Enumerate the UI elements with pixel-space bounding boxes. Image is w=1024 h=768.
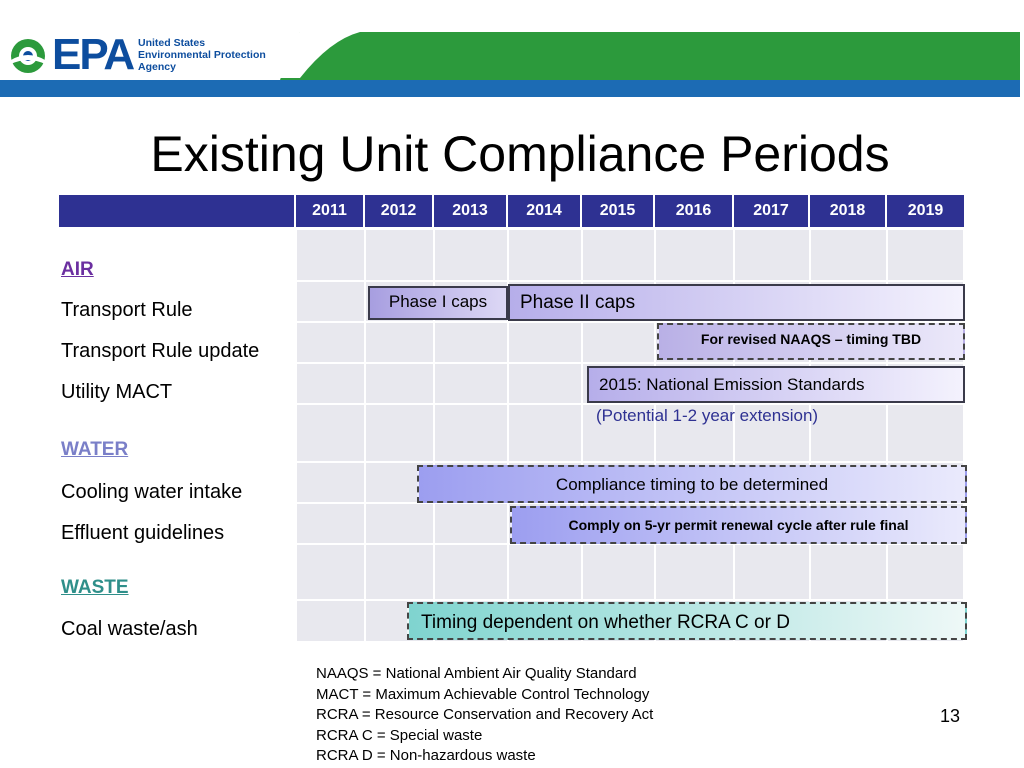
table-cell <box>810 404 887 462</box>
bar-naaqs-timing-tbd <box>657 323 965 360</box>
table-cell <box>734 229 810 281</box>
table-cell <box>508 544 582 600</box>
table-cell <box>508 363 582 404</box>
table-cell <box>434 229 508 281</box>
bar-effluent-permit-cycle <box>510 506 967 544</box>
table-cell <box>434 363 508 404</box>
acronym-legend <box>316 664 653 767</box>
table-cell <box>296 363 365 404</box>
bar-cooling-timing-tbd <box>417 465 967 503</box>
agency-line-2: Environmental Protection <box>138 49 266 61</box>
table-cell <box>887 544 964 600</box>
table-cell <box>365 229 434 281</box>
epa-logo-text: EPA <box>52 30 134 79</box>
compliance-timeline-table <box>59 195 964 642</box>
epa-flower-icon <box>8 36 48 76</box>
row-coal-waste-ash: Coal waste/ash <box>61 618 198 640</box>
agency-line-3: Agency <box>138 61 176 73</box>
row-effluent-guidelines: Effluent guidelines <box>61 522 225 544</box>
table-cell <box>655 544 734 600</box>
table-cell <box>434 544 508 600</box>
year-2019: 2019 <box>887 195 964 227</box>
legend-rcra: RCRA = Resource Conservation and Recovery Act <box>316 706 654 723</box>
table-cell <box>365 503 434 544</box>
bar-phase-1-caps-label: Phase I caps <box>388 292 488 311</box>
table-cell <box>296 503 365 544</box>
slide-title: Existing Unit Compliance Periods <box>150 126 890 182</box>
row-transport-rule-update: Transport Rule update <box>61 340 260 362</box>
epa-header-banner <box>0 0 1024 100</box>
row-utility-mact: Utility MACT <box>61 381 173 403</box>
section-water: WATER <box>61 439 129 460</box>
year-2017: 2017 <box>734 195 810 227</box>
table-cell <box>582 544 655 600</box>
year-2015: 2015 <box>582 195 655 227</box>
table-cell <box>296 462 365 503</box>
table-cell <box>365 404 434 462</box>
table-cell <box>582 322 655 363</box>
row-cooling-water-intake: Cooling water intake <box>61 481 243 503</box>
year-2014: 2014 <box>508 195 582 227</box>
year-2013: 2013 <box>434 195 508 227</box>
year-2016: 2016 <box>655 195 734 227</box>
page-number: 13 <box>940 706 961 726</box>
section-waste: WASTE <box>61 577 129 598</box>
bar-phase-2-caps <box>508 284 965 321</box>
year-2011: 2011 <box>296 195 365 227</box>
table-cell <box>887 404 964 462</box>
table-cell <box>655 229 734 281</box>
row-transport-rule: Transport Rule <box>61 299 193 321</box>
legend-mact: MACT = Maximum Achievable Control Technology <box>316 685 650 703</box>
table-cell <box>434 404 508 462</box>
mact-extension-note: (Potential 1-2 year extension) <box>596 406 819 425</box>
epa-logo <box>8 30 276 80</box>
table-cell <box>810 229 887 281</box>
table-cell <box>434 322 508 363</box>
table-cell <box>365 544 434 600</box>
table-cell <box>296 322 365 363</box>
table-cell <box>734 544 810 600</box>
table-cell <box>365 363 434 404</box>
table-cell <box>508 404 582 462</box>
table-header-corner <box>59 195 296 227</box>
table-cell <box>365 322 434 363</box>
bar-cooling-timing-tbd-label: Compliance timing to be determined <box>555 475 829 494</box>
table-cell <box>810 544 887 600</box>
bar-phase-1-caps <box>368 286 508 320</box>
table-cell <box>434 503 508 544</box>
bar-rcra-timing <box>407 602 967 640</box>
legend-rcra-d: RCRA D = Non-hazardous waste <box>316 747 536 764</box>
table-cell <box>296 600 365 642</box>
section-air: AIR <box>61 259 94 280</box>
table-cell <box>296 229 365 281</box>
table-cell <box>582 229 655 281</box>
year-2012: 2012 <box>365 195 434 227</box>
agency-line-1: United States <box>138 37 206 49</box>
agency-name <box>138 37 266 73</box>
year-2018: 2018 <box>810 195 887 227</box>
bar-phase-2-caps-label: Phase II caps <box>520 291 636 313</box>
table-cell <box>296 281 365 322</box>
bar-national-emission-standards <box>587 366 965 403</box>
legend-naaqs: NAAQS = National Ambient Air Quality Standard <box>316 665 637 682</box>
table-cell <box>508 229 582 281</box>
bar-national-emission-standards-label: 2015: National Emission Standards <box>599 374 865 394</box>
table-cell <box>296 404 365 462</box>
table-cell <box>296 544 365 600</box>
bar-effluent-permit-cycle-label: Comply on 5-yr permit renewal cycle after rule final <box>568 517 909 533</box>
bar-rcra-timing-label: Timing dependent on whether RCRA C or D <box>421 612 790 633</box>
table-cell <box>59 229 296 281</box>
bar-naaqs-timing-tbd-label: For revised NAAQS – timing TBD <box>700 331 922 347</box>
table-cell <box>508 322 582 363</box>
table-cell <box>887 229 964 281</box>
legend-rcra-c: RCRA C = Special waste <box>316 726 483 744</box>
